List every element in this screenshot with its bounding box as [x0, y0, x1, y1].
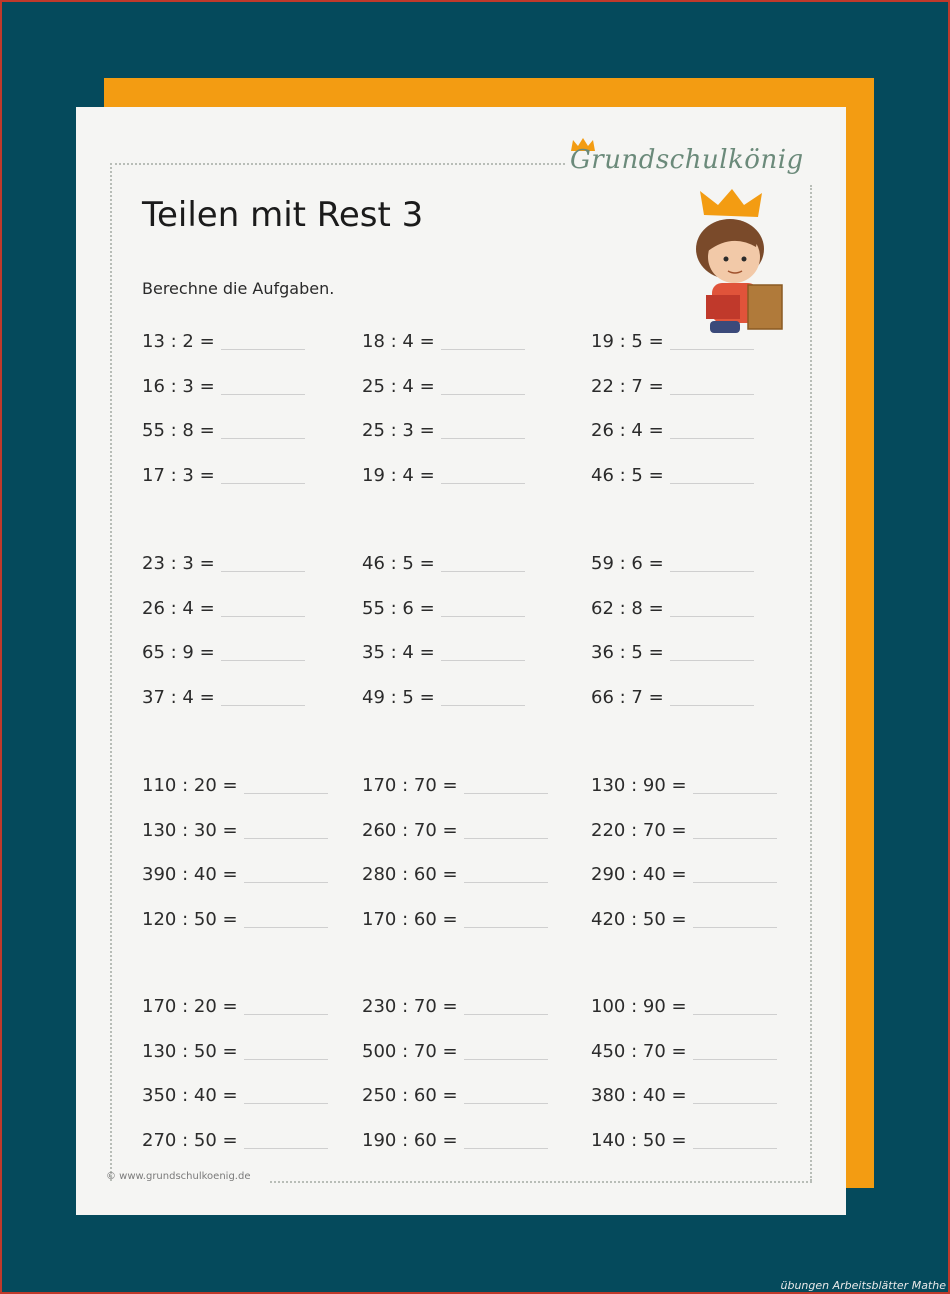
division-problem	[591, 820, 777, 841]
answer-line[interactable]	[693, 1103, 777, 1104]
instruction-text: Berechne die Aufgaben.	[142, 279, 335, 298]
king-mascot-illustration	[682, 187, 792, 337]
division-problem	[591, 376, 754, 397]
division-problem	[362, 775, 548, 796]
problem-text: 37 : 4 =	[142, 686, 215, 708]
division-problem	[362, 1041, 548, 1062]
dotted-border-top	[110, 163, 565, 165]
division-problem	[142, 376, 305, 397]
division-problem	[142, 1085, 328, 1106]
problem-text: 55 : 8 =	[142, 420, 215, 441]
answer-line[interactable]	[693, 927, 777, 928]
answer-line[interactable]	[441, 394, 525, 395]
worksheet-page	[76, 107, 846, 1215]
problem-text: 22 : 7 =	[591, 375, 664, 397]
brand-logo: Grundschulkönig	[570, 145, 804, 175]
answer-line[interactable]	[693, 838, 777, 839]
division-problem	[142, 465, 305, 486]
answer-line[interactable]	[670, 660, 754, 661]
problem-text: 19 : 5 =	[591, 331, 664, 352]
problem-text: 16 : 3 =	[142, 375, 215, 397]
division-problem	[142, 553, 305, 574]
answer-line[interactable]	[441, 483, 525, 484]
answer-line[interactable]	[464, 1148, 548, 1149]
division-problem	[142, 642, 305, 663]
problem-text: 280 : 60 =	[362, 864, 458, 885]
answer-line[interactable]	[221, 705, 305, 706]
division-problem	[362, 909, 548, 930]
dotted-border-left	[110, 163, 112, 1181]
division-problem	[591, 687, 754, 708]
problem-text: 130 : 90 =	[591, 775, 687, 796]
answer-line[interactable]	[244, 1014, 328, 1015]
answer-line[interactable]	[693, 1148, 777, 1149]
answer-line[interactable]	[464, 1014, 548, 1015]
problem-text: 18 : 4 =	[362, 331, 435, 352]
division-problem	[591, 909, 777, 930]
answer-line[interactable]	[670, 483, 754, 484]
problem-text: 55 : 6 =	[362, 597, 435, 619]
division-problem	[362, 642, 525, 663]
problem-text: 170 : 20 =	[142, 996, 238, 1017]
answer-line[interactable]	[693, 1014, 777, 1015]
problem-text: 25 : 3 =	[362, 420, 435, 441]
answer-line[interactable]	[441, 660, 525, 661]
problem-text: 46 : 5 =	[362, 553, 435, 574]
division-problem	[142, 1041, 328, 1062]
problem-text: 25 : 4 =	[362, 375, 435, 397]
problem-text: 65 : 9 =	[142, 642, 215, 663]
answer-line[interactable]	[221, 438, 305, 439]
answer-line[interactable]	[670, 394, 754, 395]
answer-line[interactable]	[221, 616, 305, 617]
division-problem	[362, 864, 548, 885]
division-problem	[362, 687, 525, 708]
problem-text: 36 : 5 =	[591, 642, 664, 663]
division-problem	[142, 598, 305, 619]
answer-line[interactable]	[221, 571, 305, 572]
answer-line[interactable]	[244, 1103, 328, 1104]
division-problem	[362, 553, 525, 574]
division-problem	[591, 465, 754, 486]
answer-line[interactable]	[464, 793, 548, 794]
division-problem	[362, 331, 525, 352]
division-problem	[142, 775, 328, 796]
problem-text: 230 : 70 =	[362, 996, 458, 1017]
problem-text: 35 : 4 =	[362, 642, 435, 663]
problem-text: 190 : 60 =	[362, 1129, 458, 1151]
answer-line[interactable]	[441, 571, 525, 572]
division-problem	[591, 864, 777, 885]
division-problem	[142, 864, 328, 885]
problem-text: 110 : 20 =	[142, 775, 238, 796]
division-problem	[142, 909, 328, 930]
division-problem	[591, 598, 754, 619]
division-problem	[142, 420, 305, 441]
problem-text: 120 : 50 =	[142, 908, 238, 930]
problem-text: 380 : 40 =	[591, 1085, 687, 1106]
answer-line[interactable]	[464, 1059, 548, 1060]
division-problem	[142, 820, 328, 841]
division-problem	[142, 996, 328, 1017]
problem-text: 220 : 70 =	[591, 819, 687, 841]
answer-line[interactable]	[693, 1059, 777, 1060]
answer-line[interactable]	[670, 571, 754, 572]
problem-text: 250 : 60 =	[362, 1085, 458, 1106]
division-problem	[591, 1130, 777, 1151]
problem-text: 500 : 70 =	[362, 1040, 458, 1062]
problem-text: 420 : 50 =	[591, 908, 687, 930]
worksheet-title: Teilen mit Rest 3	[142, 195, 424, 235]
problem-text: 13 : 2 =	[142, 331, 215, 352]
division-problem	[362, 465, 525, 486]
answer-line[interactable]	[221, 394, 305, 395]
problem-text: 130 : 30 =	[142, 819, 238, 841]
division-problem	[362, 1130, 548, 1151]
division-problem	[142, 687, 305, 708]
problem-text: 140 : 50 =	[591, 1129, 687, 1151]
division-problem	[591, 642, 754, 663]
division-problem	[362, 820, 548, 841]
division-problem	[591, 775, 777, 796]
answer-line[interactable]	[244, 927, 328, 928]
problem-text: 26 : 4 =	[591, 420, 664, 441]
answer-line[interactable]	[441, 705, 525, 706]
problem-text: 260 : 70 =	[362, 819, 458, 841]
answer-line[interactable]	[670, 616, 754, 617]
answer-line[interactable]	[441, 438, 525, 439]
answer-line[interactable]	[244, 793, 328, 794]
division-problem	[362, 420, 525, 441]
problem-text: 450 : 70 =	[591, 1040, 687, 1062]
answer-line[interactable]	[693, 882, 777, 883]
answer-line[interactable]	[693, 793, 777, 794]
division-problem	[591, 1085, 777, 1106]
answer-line[interactable]	[670, 349, 754, 350]
answer-line[interactable]	[670, 705, 754, 706]
division-problem	[142, 331, 305, 352]
division-problem	[362, 598, 525, 619]
division-problem	[591, 331, 754, 352]
answer-line[interactable]	[221, 660, 305, 661]
answer-line[interactable]	[464, 927, 548, 928]
answer-line[interactable]	[244, 1059, 328, 1060]
division-problem	[142, 1130, 328, 1151]
problem-text: 350 : 40 =	[142, 1085, 238, 1106]
problem-text: 390 : 40 =	[142, 864, 238, 885]
problem-text: 290 : 40 =	[591, 864, 687, 885]
division-problem	[591, 420, 754, 441]
problem-text: 59 : 6 =	[591, 553, 664, 574]
footer-credit: © www.grundschulkoenig.de	[106, 1171, 251, 1182]
answer-line[interactable]	[464, 1103, 548, 1104]
answer-line[interactable]	[221, 483, 305, 484]
problem-text: 170 : 70 =	[362, 775, 458, 796]
problem-text: 49 : 5 =	[362, 686, 435, 708]
answer-line[interactable]	[441, 349, 525, 350]
answer-line[interactable]	[244, 838, 328, 839]
problem-text: 100 : 90 =	[591, 996, 687, 1017]
problem-text: 270 : 50 =	[142, 1129, 238, 1151]
problem-text: 130 : 50 =	[142, 1040, 238, 1062]
division-problem	[591, 996, 777, 1017]
problem-text: 66 : 7 =	[591, 686, 664, 708]
problem-text: 17 : 3 =	[142, 464, 215, 486]
problem-text: 26 : 4 =	[142, 597, 215, 619]
division-problem	[591, 1041, 777, 1062]
problem-text: 23 : 3 =	[142, 553, 215, 574]
problem-text: 62 : 8 =	[591, 597, 664, 619]
answer-line[interactable]	[244, 1148, 328, 1149]
dotted-border-right	[810, 185, 812, 1181]
problem-text: 46 : 5 =	[591, 464, 664, 486]
answer-line[interactable]	[670, 438, 754, 439]
dotted-border-bottom	[270, 1181, 812, 1183]
division-problem	[591, 553, 754, 574]
answer-line[interactable]	[221, 349, 305, 350]
problem-text: 170 : 60 =	[362, 908, 458, 930]
answer-line[interactable]	[441, 616, 525, 617]
answer-line[interactable]	[464, 838, 548, 839]
problem-text: 19 : 4 =	[362, 464, 435, 486]
division-problem	[362, 376, 525, 397]
division-problem	[362, 996, 548, 1017]
division-problem	[362, 1085, 548, 1106]
watermark-text: übungen Arbeitsblätter Mathe	[780, 1279, 946, 1292]
answer-line[interactable]	[464, 882, 548, 883]
answer-line[interactable]	[244, 882, 328, 883]
